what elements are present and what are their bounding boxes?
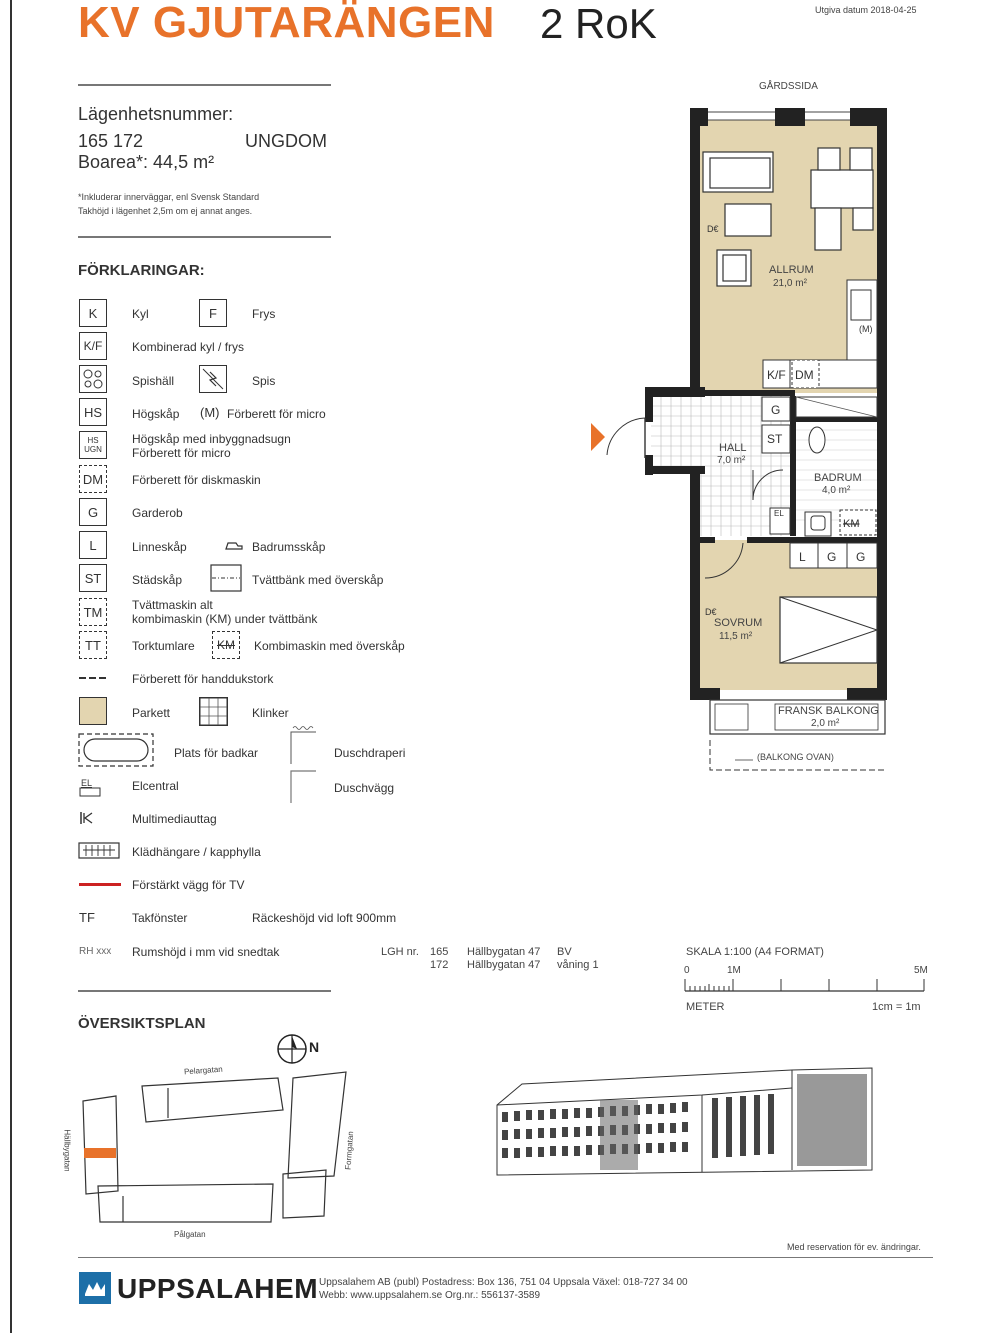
legend-label: Parkett <box>132 706 171 720</box>
street-bottom: Pålgatan <box>174 1230 206 1239</box>
legend-label: Kombinerad kyl / frys <box>132 340 245 354</box>
room-sovrum: SOVRUM <box>714 617 763 629</box>
legend-label: Tvättbänk med överskåp <box>252 573 384 587</box>
legend-label: Förberett för handdukstork <box>132 672 274 686</box>
legend-label: Duschvägg <box>334 781 395 795</box>
entrance-arrow-icon <box>591 423 605 451</box>
apartment-location-marker <box>84 1148 116 1158</box>
scale-label: SKALA 1:100 (A4 FORMAT) <box>686 946 824 958</box>
svg-text:D€: D€ <box>707 224 719 234</box>
stove-icon <box>200 366 226 392</box>
legend-label: Klädhängare / kapphylla <box>132 845 261 859</box>
legend-symbol-hs: HS <box>79 398 107 426</box>
legend-symbol-k: K <box>79 299 107 327</box>
electrical-panel-icon <box>79 787 101 797</box>
room-badrum-area: 4,0 m² <box>822 485 851 496</box>
street-top: Pelargatan <box>183 1064 223 1077</box>
uppsalahem-logo-icon <box>79 1272 111 1304</box>
dm-label: DM <box>795 368 814 382</box>
room-allrum: ALLRUM <box>769 264 814 276</box>
footer-divider <box>78 1257 933 1258</box>
legend-symbol-kf: K/F <box>79 332 107 360</box>
scale-five-meter: 5M <box>914 965 928 976</box>
lgh-label: LGH nr. <box>381 946 419 958</box>
svg-text:D€: D€ <box>705 607 717 617</box>
legend-label: Spishäll <box>132 374 175 388</box>
km-label: KM <box>843 518 860 530</box>
multimedia-outlet-icon <box>79 811 95 825</box>
legend-title: FÖRKLARINGAR: <box>78 262 205 279</box>
legend-label: Torktumlare <box>132 639 195 653</box>
company-contact-line-2: Webb: www.uppsalahem.se Org.nr.: 556137-3589 <box>319 1290 541 1301</box>
towel-dryer-icon <box>79 673 109 683</box>
floor-plan <box>585 100 895 775</box>
tv-wall-swatch <box>79 883 121 886</box>
legend-label: Linneskåp <box>132 540 187 554</box>
apartment-type-title: 2 RoK <box>540 0 657 47</box>
legend-label: Rumshöjd i mm vid snedtak <box>132 945 280 959</box>
room-allrum-area: 21,0 m² <box>773 278 807 289</box>
bathtub-icon <box>78 733 154 767</box>
legend-symbol-g: G <box>79 498 107 526</box>
legend-label: Frys <box>252 307 276 321</box>
legend-label: Kombimaskin med överskåp <box>254 639 405 653</box>
st-label: ST <box>767 432 783 446</box>
coat-rack-icon <box>78 838 120 860</box>
site-overview-map <box>78 1066 353 1226</box>
lgh-address-2: Hällbygatan 47 <box>467 959 541 971</box>
legend-symbol-km: KM <box>212 631 240 659</box>
legend-label: Förberett för diskmaskin <box>132 473 261 487</box>
company-name: UPPSALAHEM <box>117 1273 319 1304</box>
legend-label: Förberett för micro <box>227 407 326 421</box>
shower-wall-icon <box>288 768 318 804</box>
el-label: EL <box>774 509 784 518</box>
courtyard-side-label: GÅRDSSIDA <box>759 81 818 92</box>
room-badrum: BADRUM <box>814 472 862 484</box>
apartment-number-label: Lägenhetsnummer: <box>78 104 234 124</box>
balcony-above-label: (BALKONG OVAN) <box>757 752 834 762</box>
legend-symbol-hs-ugn: HS UGN <box>79 431 107 459</box>
parquet-swatch <box>79 697 107 725</box>
street-right: Formgatan <box>343 1130 356 1171</box>
legend-symbol-stove-top <box>79 365 107 393</box>
legend-label: Plats för badkar <box>174 746 259 760</box>
wash-bench-icon <box>210 564 242 592</box>
lgh-floor-2: våning 1 <box>557 959 599 971</box>
legend-label: Förstärkt vägg för TV <box>132 878 245 892</box>
company-contact-line-1: Uppsalahem AB (publ) Postadress: Box 136, 751 04 Uppsala Växel: 018-727 34 00 <box>319 1277 688 1288</box>
legend-symbol-el: EL <box>81 778 93 788</box>
legend-label: Spis <box>252 374 276 388</box>
legend-symbol-tm: TM <box>79 598 107 626</box>
legend-symbol-tt: TT <box>79 631 107 659</box>
tile-swatch-icon <box>199 697 228 726</box>
scale-unit: METER <box>686 1001 725 1013</box>
street-left: Hällbygatan <box>62 1129 72 1172</box>
g-label: G <box>856 550 866 564</box>
stove-top-icon <box>80 366 106 392</box>
left-border <box>10 0 12 1333</box>
legend-label: Duschdraperi <box>334 746 406 760</box>
lgh-number-1: 165 <box>430 946 449 958</box>
legend-label: Tvättmaskin alt kombimaskin (KM) under tvättbänk <box>132 598 318 626</box>
micro-label: (M) <box>859 324 873 334</box>
north-compass-icon <box>276 1033 308 1065</box>
building-illustration <box>492 1060 877 1180</box>
kf-label: K/F <box>767 368 786 382</box>
legend-symbol-st: ST <box>79 564 107 592</box>
legend-symbol-dm: DM <box>79 465 107 493</box>
legend-label: Högskåp med inbyggnadsugn Förberett för micro <box>132 432 291 460</box>
l-label: L <box>799 550 806 564</box>
scale-one-meter: 1M <box>727 965 741 976</box>
scale-zero: 0 <box>684 965 690 976</box>
legend-symbol-f: F <box>199 299 227 327</box>
scale-bar <box>684 977 928 993</box>
legend-label: Badrumsskåp <box>252 540 326 554</box>
legend-symbol-rh: RH xxx <box>79 946 112 957</box>
legend-label: Elcentral <box>132 779 179 793</box>
divider <box>78 236 331 238</box>
legend-symbol-m: (M) <box>200 405 220 420</box>
room-balkong-area: 2,0 m² <box>811 718 840 729</box>
legend-symbol-stove <box>199 365 227 393</box>
legend-label: Multimediauttag <box>132 812 217 826</box>
room-hall-area: 7,0 m² <box>717 455 746 466</box>
living-area: Boarea*: 44,5 m² <box>78 152 215 172</box>
legend-symbol-tf: TF <box>79 910 95 925</box>
legend-label: Takfönster <box>132 911 188 925</box>
divider <box>78 990 331 992</box>
legend-label: Städskåp <box>132 573 183 587</box>
publish-date: Utgiva datum 2018-04-25 <box>815 5 917 15</box>
apartment-numbers: 165 172 <box>78 131 144 151</box>
legend-symbol-l: L <box>79 531 107 559</box>
legend-label: Kyl <box>132 307 149 321</box>
legend-label: Garderob <box>132 506 183 520</box>
g-label: G <box>827 550 837 564</box>
overview-title: ÖVERSIKTSPLAN <box>78 1015 206 1032</box>
apartment-category: UNGDOM <box>245 131 327 151</box>
scale-ratio: 1cm = 1m <box>872 1001 921 1013</box>
north-label: N <box>309 1039 320 1055</box>
reservation-note: Med reservation för ev. ändringar. <box>787 1242 921 1252</box>
legend-label: Högskåp <box>132 407 180 421</box>
legend-label: Räckeshöjd vid loft 900mm <box>252 911 397 925</box>
divider <box>78 84 331 86</box>
footnote-ceiling: Takhöjd i lägenhet 2,5m om ej annat anges. <box>78 206 253 216</box>
shower-curtain-icon <box>288 724 318 766</box>
page-title: KV GJUTARÄNGEN <box>78 0 495 47</box>
lgh-address-1: Hällbygatan 47 <box>467 946 541 958</box>
g-label: G <box>771 403 781 417</box>
room-sovrum-area: 11,5 m² <box>719 631 753 642</box>
room-hall: HALL <box>719 442 747 454</box>
legend-label: Klinker <box>252 706 289 720</box>
bathroom-cabinet-icon <box>224 540 244 552</box>
room-balkong: FRANSK BALKONG <box>778 705 879 717</box>
lgh-number-2: 172 <box>430 959 449 971</box>
footnote-area: *Inkluderar innerväggar, enl Svensk Standard <box>78 192 260 202</box>
lgh-floor-1: BV <box>557 946 572 958</box>
